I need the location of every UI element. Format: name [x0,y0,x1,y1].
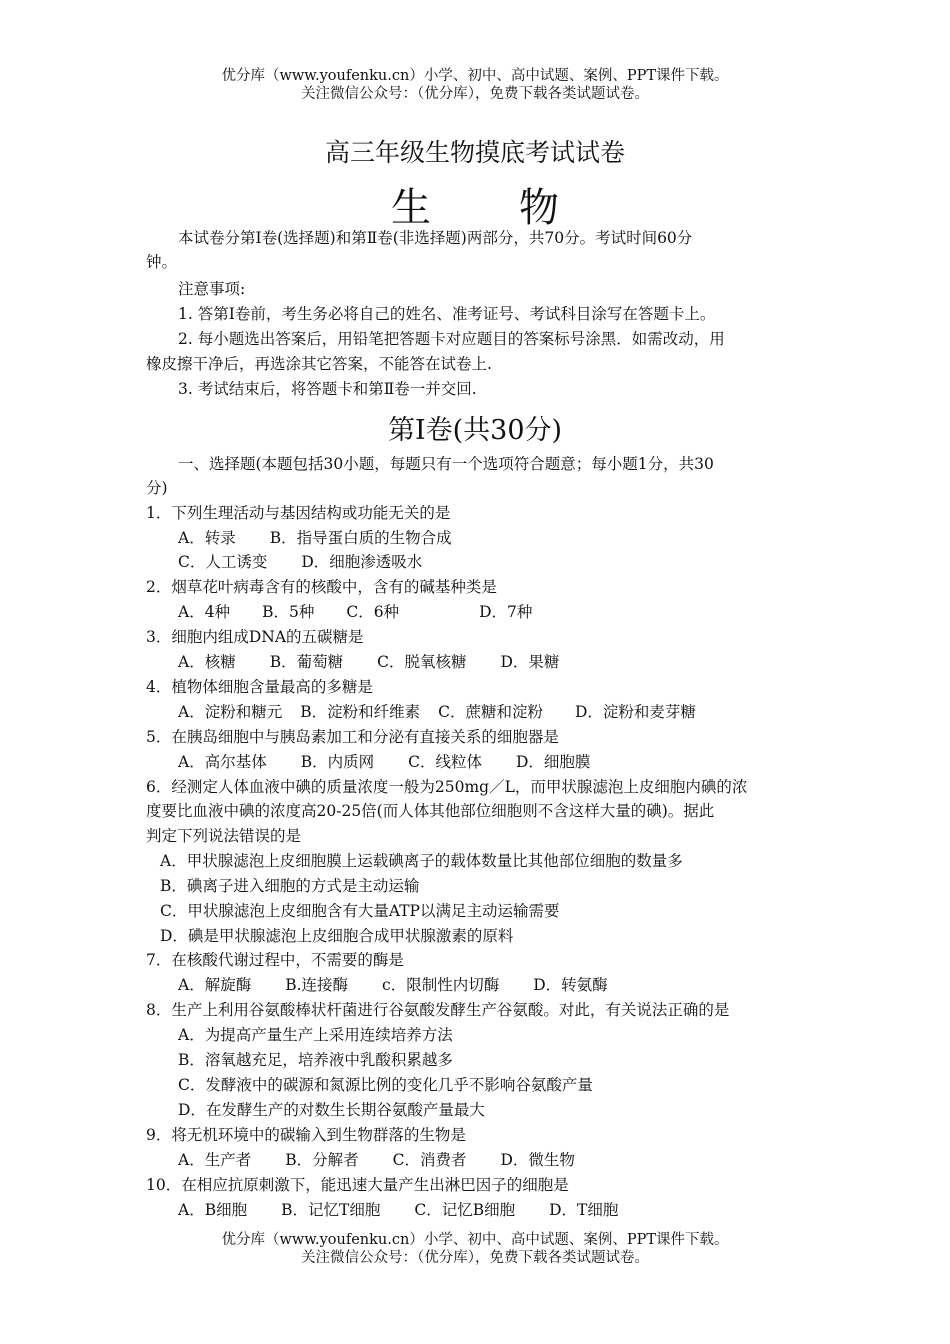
q10-option-b: B．记忆T细胞 [281,1201,381,1219]
q7-option-a: A．解旋酶 [178,976,252,994]
footer-line-2: 关注微信公众号：（优分库），免费下载各类试题试卷。 [301,1250,649,1266]
subject-heading [0,176,950,233]
q10-option-c: C．记忆B细胞 [414,1201,516,1219]
header-line-2: 关注微信公众号：（优分库），免费下载各类试题试卷。 [301,86,649,102]
q6-option-d: D．碘是甲状腺滤泡上皮细胞合成甲状腺激素的原料 [160,927,514,945]
q1-options-row1 [178,528,452,548]
question-7: 7．在核酸代谢过程中，不需要的酶是 [146,951,404,969]
q4-option-c: C．蔗糖和淀粉 [438,703,543,721]
footer-line-1: 优分库（www.youfenku.cn）小学、初中、高中试题、案例、PPT课件下载。 [221,1232,729,1248]
q10-option-a: A．B细胞 [178,1201,248,1219]
q1-option-d: D．细胞渗透吸水 [301,553,423,571]
q5-option-c: C．线粒体 [408,753,482,771]
question-3: 3．细胞内组成DNA的五碳糖是 [146,628,364,646]
q7-option-d: D．转氨酶 [533,976,608,994]
question-4: 4．植物体细胞含量最高的多糖是 [146,678,373,696]
q1-option-c: C．人工诱变 [178,553,268,571]
q10-options [178,1200,618,1220]
q8-option-a: A．为提高产量生产上采用连续培养方法 [178,1026,453,1044]
part1-line-2: 分) [146,479,168,497]
notice-2b: 橡皮擦干净后，再选涂其它答案，不能答在试卷上. [146,355,492,373]
question-5: 5．在胰岛细胞中与胰岛素加工和分泌有直接关系的细胞器是 [146,728,559,746]
q1-options-row2 [178,552,422,572]
subject-right: 物 [519,185,559,231]
q3-option-c: C．脱氧核糖 [377,653,467,671]
question-2: 2．烟草花叶病毒含有的核酸中，含有的碱基种类是 [146,578,497,596]
q5-option-a: A．高尔基体 [178,753,267,771]
q3-option-b: B．葡萄糖 [269,653,344,671]
q2-options [178,602,532,622]
q9-options [178,1150,575,1170]
exam-title: 高三年级生物摸底考试试卷 [324,138,625,167]
q1-option-a: A．转录 [178,529,236,547]
q3-option-d: D．果糖 [500,653,560,671]
q10-option-d: D．T细胞 [549,1201,619,1219]
q6-option-a: A．甲状腺滤泡上皮细胞膜上运载碘离子的载体数量比其他部位细胞的数量多 [160,852,683,870]
q4-option-a: A．淀粉和糖元 [178,703,283,721]
q9-option-c: C．消费者 [392,1151,467,1169]
question-9: 9．将无机环境中的碳输入到生物群落的生物是 [146,1126,466,1144]
q6-option-c: C．甲状腺滤泡上皮细胞含有大量ATP以满足主动运输需要 [160,902,560,920]
q7-option-b: B.连接酶 [285,976,349,994]
q5-option-d: D．细胞膜 [515,753,591,771]
q8-option-b: B．溶氧越充足，培养液中乳酸积累越多 [178,1051,453,1069]
q4-option-d: D．淀粉和麦芽糖 [574,703,696,721]
question-8: 8．生产上利用谷氨酸棒状杆菌进行谷氨酸发酵生产谷氨酸。对此，有关说法正确的是 [146,1001,730,1019]
header-line-1: 优分库（www.youfenku.cn）小学、初中、高中试题、案例、PPT课件下载。 [221,68,729,84]
q6-option-b: B．碘离子进入细胞的方式是主动运输 [160,877,420,895]
question-10: 10．在相应抗原刺激下，能迅速大量产生出淋巴因子的细胞是 [146,1176,569,1194]
q2-option-c: C．6种 [346,603,400,621]
question-1: 1．下列生理活动与基因结构或功能无关的是 [146,504,451,522]
q4-options [178,702,696,722]
notice-3: 3. 考试结束后，将答题卡和第Ⅱ卷一并交回. [178,380,477,398]
q3-options [178,652,559,672]
q7-options [178,975,608,995]
q9-option-a: A．生产者 [178,1151,252,1169]
q9-option-d: D．微生物 [500,1151,575,1169]
q2-option-b: B．5种 [262,603,315,621]
notice-1: 1. 答第Ⅰ卷前，考生务必将自己的姓名、准考证号、考试科目涂写在答题卡上。 [178,305,716,323]
subject-left: 生 [391,185,431,231]
q8-option-d: D．在发酵生产的对数生长期谷氨酸产量最大 [178,1101,485,1119]
notice-heading: 注意事项: [178,280,246,298]
q2-option-d: D．7种 [479,603,533,621]
q5-options [178,752,590,772]
intro-line-2: 钟。 [146,253,178,271]
q5-option-b: B．内质网 [300,753,375,771]
q3-option-a: A．核糖 [178,653,236,671]
question-6-line-1: 6．经测定人体血液中碘的质量浓度一般为250mg／L，而甲状腺滤泡上皮细胞内碘的浓 [146,778,748,796]
q1-option-b: B．指导蛋白质的生物合成 [269,529,452,547]
question-6-line-3: 判定下列说法错误的是 [146,827,302,845]
section-heading: 第Ⅰ卷(共30分) [387,415,563,446]
notice-2a: 2. 每小题选出答案后，用铅笔把答题卡对应题目的答案标号涂黑．如需改动，用 [178,330,725,348]
q8-option-c: C．发酵液中的碳源和氮源比例的变化几乎不影响谷氨酸产量 [178,1076,593,1094]
q2-option-a: A．4种 [178,603,231,621]
question-6-line-2: 度要比血液中碘的浓度高20-25倍(而人体其他部位细胞则不含这样大量的碘)。据此 [146,802,715,820]
q4-option-b: B．淀粉和纤维素 [300,703,421,721]
part1-line-1: 一、选择题(本题包括30小题，每题只有一个选项符合题意；每小题1分，共30 [178,455,714,473]
q7-option-c: c．限制性内切酶 [382,976,500,994]
q9-option-b: B．分解者 [285,1151,359,1169]
intro-line-1: 本试卷分第Ⅰ卷(选择题)和第Ⅱ卷(非选择题)两部分，共70分。考试时间60分 [178,229,693,247]
